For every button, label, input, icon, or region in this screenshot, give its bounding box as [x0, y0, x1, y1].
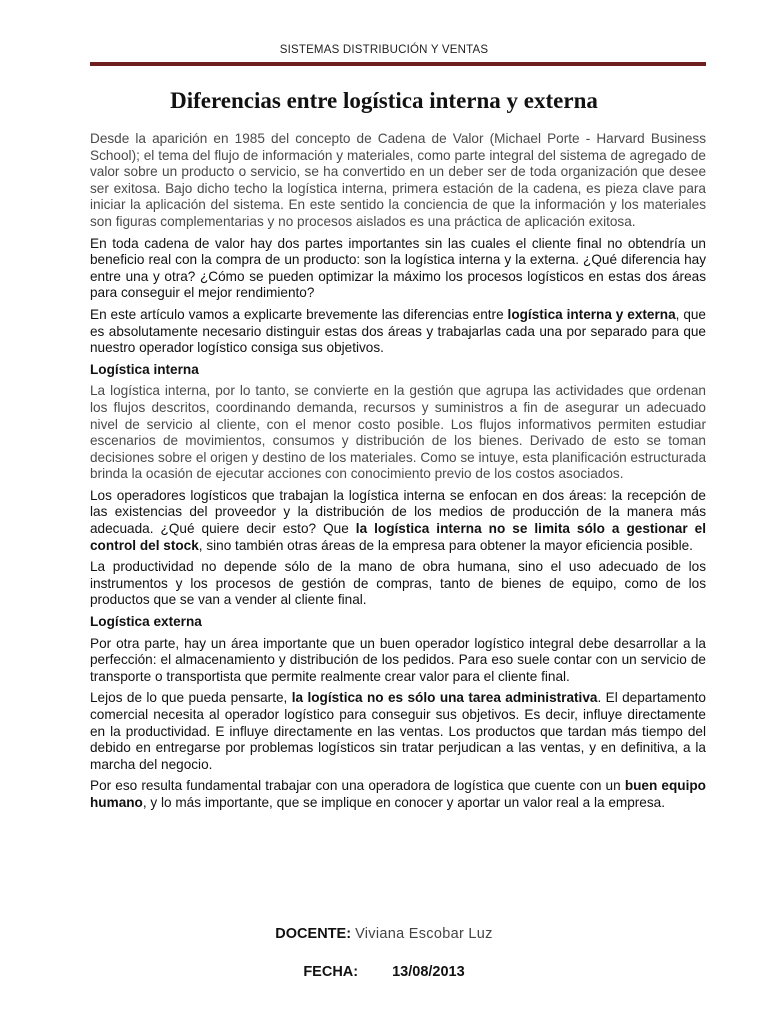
running-header: SISTEMAS DISTRIBUCIÓN Y VENTAS — [279, 44, 489, 56]
paragraph-productividad: La productividad no depende sólo de la mano de obra humana, sino el uso adecuado de los instrumentos y los procesos de gestión de compras, tanto de bienes de equipo, como de los productos que se van a vender al cliente final. — [90, 559, 706, 608]
heading-logistica-interna: Logística interna — [90, 361, 199, 377]
text-run: Los operadores logísticos que trabajan la logística interna se enfocan en dos áreas: la recepción de las existencias del proveedor y la distribución de los medios de producción de la manera más adecuada. ¿Qué quiere decir esto? Que — [90, 487, 706, 537]
text-run: En este artículo vamos a explicarte brevemente las diferencias entre — [90, 306, 508, 322]
paragraph-interna-definicion: La logística interna, por lo tanto, se convierte en la gestión que agrupa las actividades que ordenan los flujos descritos, coordinando demanda, recursos y suministros a fin de asegurar un adecuado nivel de servicio al cliente, con el menor costo posible. Los flujos informativos permiten estudiar escenarios de movimientos, consumos y distribución de los bienes. Derivado de esto se toman decisiones sobre el origen y destino de los materiales. Como se intuye, esta planificación estructurada brinda la ocasión de ejecutar acciones con conocimiento previo de los costos asociados. — [90, 383, 706, 482]
fecha-value: 13/08/2013 — [392, 964, 465, 980]
text-run: , y lo más importante, que se implique en conocer y aportar un valor real a la empresa. — [142, 794, 665, 810]
bold-run: la logística interna no se limita sólo a gestionar el control del stock — [90, 521, 706, 553]
text-run: . El departamento comercial necesita al operador logístico para conseguir sus objetivos. Es decir, influye directamente en la productividad. E influye directamente en las ventas. Los productos que tardan más tiempo del debido en entregarse por problemas logísticos sin tratar perjudican a las ventas, y en definitiva, a la marcha del negocio. — [90, 690, 706, 772]
paragraph-operadores — [90, 488, 706, 554]
paragraph-externa: Por otra parte, hay un área importante que un buen operador logístico integral debe desarrollar a la perfección: el almacenamiento y distribución de los pedidos. Para eso suele contar con un servicio de transporte o transportista que permite realmente crear valor para el cliente final. — [90, 635, 706, 684]
text-run: , sino también otras áreas de la empresa para obtener la mayor eficiencia posible. — [198, 537, 693, 553]
bold-run: la logística no es sólo una tarea administrativa — [291, 690, 598, 706]
paragraph-articulo — [90, 307, 706, 357]
docente-line — [0, 926, 768, 942]
text-run: Lejos de lo que pueda pensarte, — [90, 690, 292, 706]
text-run: Por eso resulta fundamental trabajar con una operadora de logística que cuente con un — [90, 778, 625, 794]
paragraph-cadena-valor: En toda cadena de valor hay dos partes importantes sin las cuales el cliente final no obtendría un beneficio real con la compra de un producto: son la logística interna y la externa. ¿Qué diferencia hay entre una y otra? ¿Cómo se pueden optimizar la máximo los procesos logísticos en estas dos áreas para conseguir el mejor rendimiento? — [90, 235, 706, 301]
docente-label: DOCENTE: — [275, 926, 352, 942]
paragraph-conclusion — [90, 778, 706, 811]
header-rule — [90, 62, 706, 66]
paragraph-intro: Desde la aparición en 1985 del concepto de Cadena de Valor (Michael Porte - Harvard Business School); el tema del flujo de información y materiales, como parte integral del sistema de agregado de valor sobre un producto o servicio, se ha convertido en un deber ser de toda organización que desee ser exitosa. Bajo dicho techo la logística interna, primera estación de la cadena, es pieza clave para iniciar la aplicación del sistema. En este sentido la conciencia de que la información y los materiales son figuras complementarias y no procesos aislados es una práctica de aplicación exitosa. — [90, 131, 706, 229]
fecha-line — [0, 964, 768, 980]
text-run: , que es absolutamente necesario distinguir estas dos áreas y trabajarlas cada una por separado para que nuestro operador logístico consiga sus objetivos. — [90, 306, 706, 356]
document-body — [90, 131, 706, 817]
fecha-label: FECHA: — [303, 964, 359, 980]
bold-run: logística interna y externa — [507, 306, 676, 322]
page-title: Diferencias entre logística interna y externa — [170, 88, 598, 113]
docente-name: Viviana Escobar Luz — [355, 926, 493, 942]
bold-run: buen equipo humano — [90, 778, 706, 810]
heading-logistica-externa: Logística externa — [90, 614, 202, 630]
paragraph-lejos — [90, 690, 706, 773]
